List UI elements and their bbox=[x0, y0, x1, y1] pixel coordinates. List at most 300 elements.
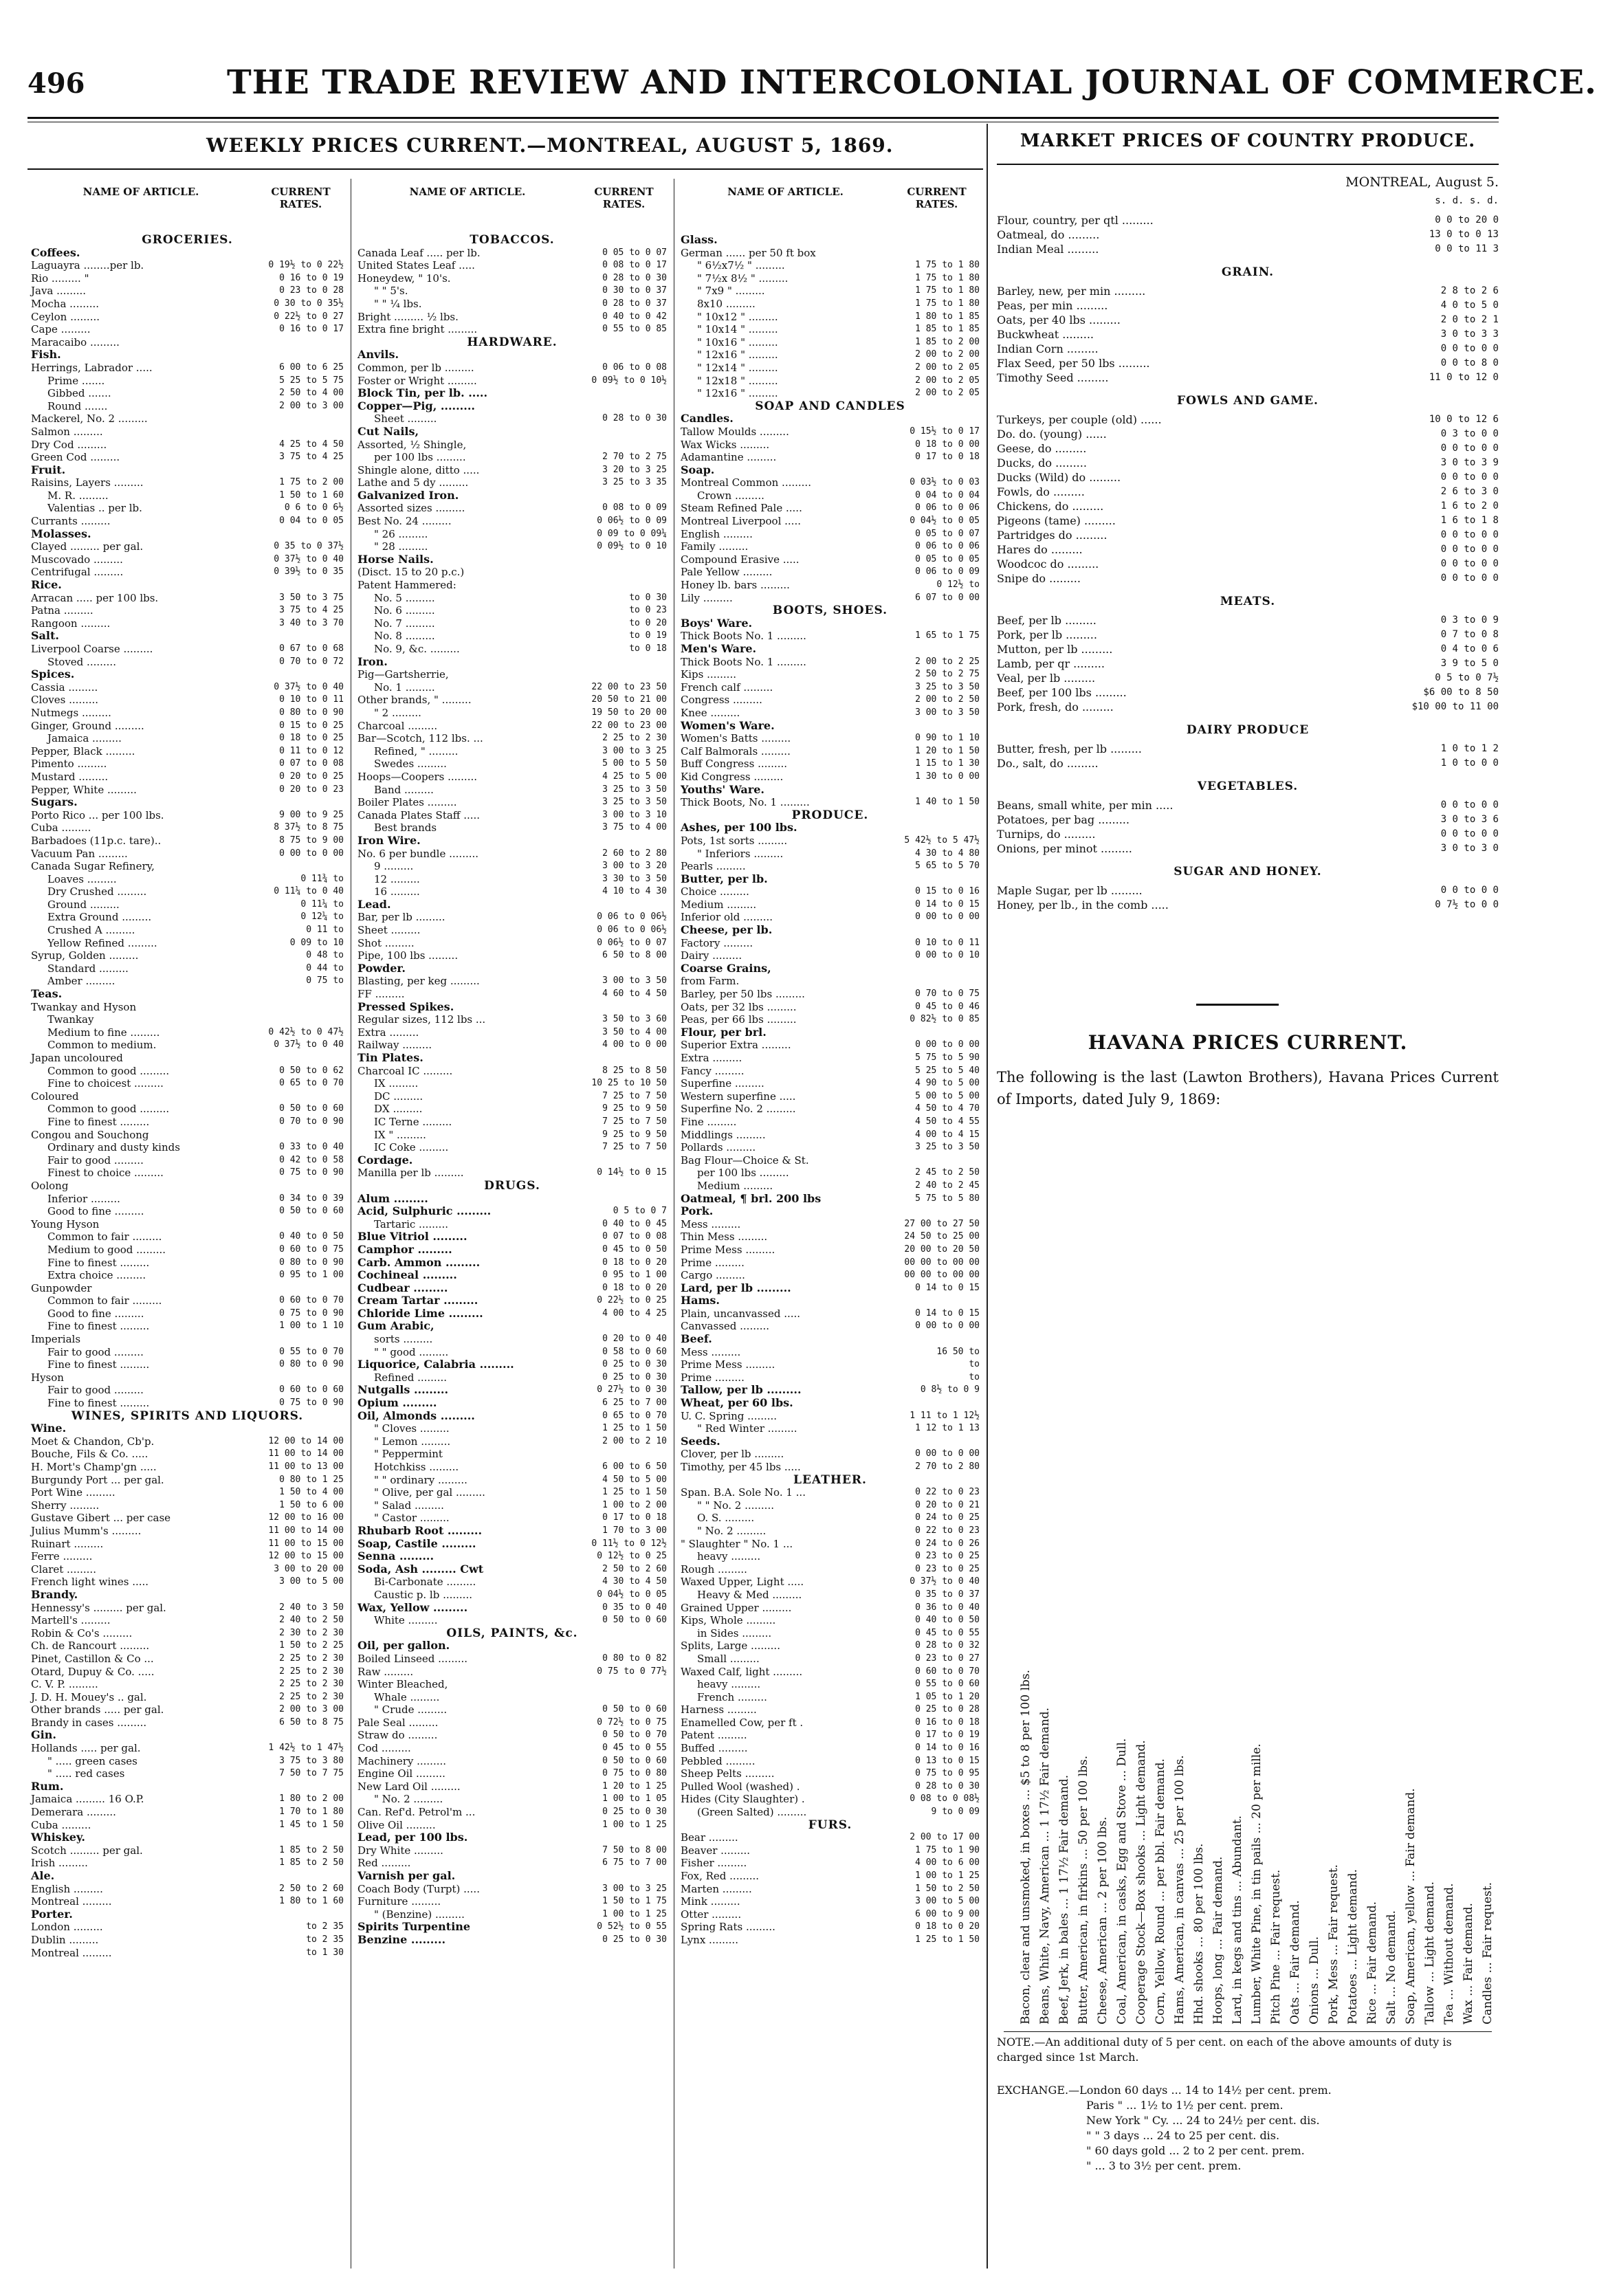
havana-column bbox=[1427, 1117, 1456, 2031]
current-rate: 8 37½ to 8 75 bbox=[274, 822, 344, 833]
price-row bbox=[357, 1001, 667, 1014]
price-row bbox=[31, 1435, 344, 1448]
current-rate: 6 50 to 8 75 bbox=[279, 1717, 344, 1727]
article-name: German ...... per 50 ft box bbox=[681, 246, 816, 259]
article-name: Boiler Plates ......... bbox=[357, 796, 457, 809]
article-name: " 7½x 8½ " ......... bbox=[697, 272, 789, 285]
current-rate: 0 80 to 0 90 bbox=[279, 1257, 344, 1268]
section-heading-label: LEATHER. bbox=[793, 1472, 867, 1487]
current-rate: 0 16 to 0 18 bbox=[915, 1717, 980, 1727]
price-row bbox=[357, 1895, 667, 1908]
current-rate: 3 40 to 3 70 bbox=[279, 617, 344, 628]
price-row bbox=[31, 1627, 344, 1640]
current-rate: 1 80 to 2 00 bbox=[279, 1793, 344, 1804]
article-name: Medium to fine ......... bbox=[47, 1026, 160, 1039]
article-name: Fine to finest ......... bbox=[47, 1397, 150, 1410]
price-row bbox=[31, 1422, 344, 1435]
article-name: Sherry ......... bbox=[31, 1499, 100, 1512]
article-name: Fine to finest ......... bbox=[47, 1256, 150, 1269]
current-rate: 0 11½ to 0 12½ bbox=[591, 1538, 667, 1549]
article-name: " 12x14 " ......... bbox=[697, 361, 778, 374]
article-name: IC Terne ......... bbox=[374, 1115, 452, 1128]
current-rate: 5 65 to 5 70 bbox=[915, 861, 980, 872]
current-rate: 0 39½ to 0 35 bbox=[274, 566, 344, 577]
current-rate: 0 30 to 0 37 bbox=[602, 285, 667, 296]
current-rate: 5 25 to 5 40 bbox=[915, 1065, 980, 1076]
article-name: Hollands ..... per gal. bbox=[31, 1742, 141, 1755]
market-price-row bbox=[997, 700, 1499, 714]
article-name: Hams. bbox=[681, 1294, 720, 1307]
price-row bbox=[681, 247, 980, 260]
current-rate: 0 36 to 0 40 bbox=[915, 1602, 980, 1613]
article-name: Fine to choicest ......... bbox=[47, 1077, 164, 1090]
price-row bbox=[357, 732, 667, 745]
current-rate: 0 25 to 0 30 bbox=[602, 1359, 667, 1370]
price-row bbox=[681, 1026, 980, 1039]
price-row bbox=[31, 771, 344, 784]
price-row bbox=[31, 1691, 344, 1704]
produce-name: Onions, per minot ......... bbox=[997, 842, 1132, 855]
price-row bbox=[31, 1282, 344, 1295]
article-name: Java ......... bbox=[31, 285, 87, 298]
article-name: Yellow Refined ......... bbox=[47, 936, 157, 949]
market-price-row bbox=[997, 528, 1499, 542]
current-rate: 3 00 to 20 00 bbox=[274, 1563, 344, 1574]
price-row bbox=[31, 323, 344, 336]
price-row bbox=[681, 860, 980, 873]
article-name: Pale Seal ......... bbox=[357, 1716, 439, 1729]
current-rate: 0 14 to 0 15 bbox=[915, 898, 980, 909]
price-row bbox=[31, 1230, 344, 1244]
current-rate: 0 09½ to 0 10½ bbox=[591, 375, 667, 386]
price-row bbox=[357, 1678, 667, 1691]
current-rate: 3 75 to 4 25 bbox=[279, 452, 344, 463]
price-row bbox=[357, 1729, 667, 1742]
price-row bbox=[681, 1422, 980, 1435]
article-name: French ......... bbox=[697, 1690, 767, 1703]
current-rate: 2 50 to 4 00 bbox=[279, 388, 344, 399]
current-rate: 2 40 to 2 45 bbox=[915, 1180, 980, 1191]
current-rate: 0 06 to 0 06 bbox=[915, 541, 980, 552]
havana-entry: Rice ... Fair demand. bbox=[1365, 1901, 1379, 2024]
havana-column bbox=[1369, 1117, 1398, 2031]
current-rate: 0 15½ to 0 17 bbox=[910, 426, 980, 437]
article-name: Rio ......... " bbox=[31, 272, 89, 285]
current-rate: 1 00 to 1 05 bbox=[602, 1793, 667, 1804]
produce-price: 3 0 to 3 3 bbox=[1440, 329, 1499, 340]
price-row bbox=[31, 298, 344, 311]
article-name: Imperials bbox=[31, 1333, 81, 1346]
current-rate: 0 25 to 0 30 bbox=[602, 1934, 667, 1945]
article-name: Barbadoes (11p.c. tare).. bbox=[31, 834, 162, 847]
price-row bbox=[31, 336, 344, 349]
article-name: Butter, per lb. bbox=[681, 872, 768, 885]
price-row bbox=[681, 1103, 980, 1116]
price-row bbox=[31, 1921, 344, 1934]
produce-name: Pork, fresh, do ......... bbox=[997, 700, 1114, 714]
price-row bbox=[31, 362, 344, 375]
price-row bbox=[31, 784, 344, 797]
section-heading-label: OILS, PAINTS, &c. bbox=[446, 1626, 578, 1640]
article-name: Machinery ......... bbox=[357, 1754, 447, 1767]
current-rate: 3 25 to 3 35 bbox=[602, 477, 667, 488]
produce-name: Oats, per 40 lbs ......... bbox=[997, 313, 1121, 327]
current-rate: 0 22 to 0 23 bbox=[915, 1487, 980, 1498]
current-rate: 1 75 to 1 90 bbox=[915, 1844, 980, 1855]
current-rate: 2 50 to 2 75 bbox=[915, 669, 980, 680]
havana-entry: Bacon, clear and unsmoked, in boxes ... $5 to 8 per 100 lbs. bbox=[1019, 1669, 1033, 2024]
article-name: Common to good ......... bbox=[47, 1103, 170, 1116]
article-name: Mustard ......... bbox=[31, 770, 109, 783]
current-rate: to 0 19 bbox=[629, 630, 667, 641]
price-row bbox=[357, 1103, 667, 1116]
article-name: " " ¼ lbs. bbox=[374, 297, 422, 310]
article-name: Cloves ......... bbox=[31, 694, 99, 707]
article-name: Block Tin, per lb. ..... bbox=[357, 386, 488, 400]
market-price-row bbox=[997, 798, 1499, 813]
article-name: Plain, uncanvassed ..... bbox=[681, 1307, 801, 1320]
article-name: Herrings, Labrador ..... bbox=[31, 361, 153, 374]
price-row bbox=[357, 1755, 667, 1768]
current-rate: 3 00 to 3 50 bbox=[915, 707, 980, 718]
article-name: Dry White ......... bbox=[357, 1844, 443, 1857]
article-name: Ashes, per 100 lbs. bbox=[681, 821, 797, 835]
article-name: Good to fine ......... bbox=[47, 1205, 144, 1218]
current-rate: 16 50 to bbox=[936, 1346, 980, 1357]
current-rate: 0 07 to 0 08 bbox=[602, 1231, 667, 1242]
price-row bbox=[681, 349, 980, 362]
havana-entry: Hoops, long ... Fair demand. bbox=[1211, 1856, 1225, 2024]
price-row bbox=[681, 1039, 980, 1052]
exchange-label: EXCHANGE.—London 60 days ... 14 to 14½ per cent. prem. bbox=[997, 2084, 1332, 2097]
current-rate: 1 85 to 2 00 bbox=[915, 336, 980, 347]
current-rate: to 0 18 bbox=[629, 643, 667, 654]
price-row bbox=[31, 311, 344, 324]
current-rate: 6 25 to 7 00 bbox=[602, 1398, 667, 1409]
price-row bbox=[681, 988, 980, 1001]
article-name: Prime Mess ......... bbox=[681, 1243, 775, 1256]
price-row bbox=[681, 1895, 980, 1908]
current-rate: 0 11 to 0 12 bbox=[279, 745, 344, 756]
price-row bbox=[31, 796, 344, 809]
current-rate: 1 75 to 1 80 bbox=[915, 260, 980, 271]
current-rate: 0 14 to 0 16 bbox=[915, 1743, 980, 1754]
article-name: Alum ......... bbox=[357, 1191, 428, 1205]
price-row bbox=[681, 924, 980, 937]
price-row bbox=[357, 681, 667, 694]
current-rate: 3 50 to 3 75 bbox=[279, 592, 344, 603]
article-name: from Farm. bbox=[681, 975, 740, 988]
article-name: Fish. bbox=[31, 348, 61, 362]
current-rate: 2 25 to 2 30 bbox=[279, 1653, 344, 1664]
current-rate: 7 25 to 7 50 bbox=[602, 1090, 667, 1101]
market-section-heading: FOWLS AND GAME. bbox=[1177, 394, 1319, 408]
article-name: No. 8 ......... bbox=[374, 630, 435, 643]
market-prices-panel bbox=[997, 131, 1499, 916]
article-name: Senna ......... bbox=[357, 1549, 434, 1563]
article-name: Peas, per 66 lbs ......... bbox=[681, 1013, 797, 1026]
article-name: Dairy ......... bbox=[681, 949, 742, 962]
current-rate: 0 11 to bbox=[306, 925, 344, 936]
article-name: Robin & Co's ......... bbox=[31, 1626, 133, 1640]
price-row bbox=[31, 617, 344, 630]
article-name: Straw do ......... bbox=[357, 1729, 438, 1742]
havana-column bbox=[1023, 1117, 1052, 2031]
article-name: No. 1 ......... bbox=[374, 681, 435, 694]
price-row bbox=[681, 439, 980, 452]
current-rate: 1 40 to 1 50 bbox=[915, 797, 980, 808]
price-row bbox=[357, 1230, 667, 1244]
price-row bbox=[357, 1691, 667, 1704]
article-name: Spring Rats ......... bbox=[681, 1921, 775, 1934]
current-rate: 3 25 to 3 50 bbox=[915, 681, 980, 692]
article-name: Cod ......... bbox=[357, 1742, 411, 1755]
article-name: " 6½x7½ " ......... bbox=[697, 259, 785, 272]
current-rate: 4 50 to 4 70 bbox=[915, 1103, 980, 1114]
article-name: Hoops—Coopers ......... bbox=[357, 770, 478, 783]
produce-price: 10 0 to 12 6 bbox=[1429, 414, 1499, 425]
price-row bbox=[681, 1934, 980, 1947]
price-row bbox=[31, 1397, 344, 1410]
price-row bbox=[31, 285, 344, 298]
havana-entry: Tallow ... Light demand. bbox=[1423, 1881, 1437, 2024]
article-name: Pepper, White ......... bbox=[31, 783, 137, 796]
market-price-row bbox=[997, 628, 1499, 642]
price-row bbox=[681, 1052, 980, 1065]
price-row bbox=[31, 1320, 344, 1333]
current-rate: 0 18 to 0 25 bbox=[279, 733, 344, 744]
current-rate: 1 00 to 1 25 bbox=[602, 1819, 667, 1830]
havana-column bbox=[1466, 1117, 1495, 2031]
price-row bbox=[681, 1461, 980, 1474]
article-name: Dublin ......... bbox=[31, 1933, 99, 1946]
price-row bbox=[31, 528, 344, 541]
article-name: Copper—Pig, ......... bbox=[357, 399, 475, 412]
havana-entry: Cheese, American ... 2 per 100 lbs. bbox=[1096, 1816, 1110, 2024]
article-name: Oatmeal, ¶ brl. 200 lbs bbox=[681, 1191, 822, 1205]
article-name: Olive Oil ......... bbox=[357, 1818, 436, 1831]
article-name: Fair to good ......... bbox=[47, 1153, 144, 1167]
price-row bbox=[681, 387, 980, 400]
article-name: " No. 2 ......... bbox=[374, 1793, 443, 1806]
price-row bbox=[357, 668, 667, 681]
price-row bbox=[357, 285, 667, 298]
havana-entry: Cooperage Stock—Box shooks ... Light demand. bbox=[1134, 1740, 1148, 2024]
price-row bbox=[357, 1844, 667, 1857]
current-rate: 1 00 to 2 00 bbox=[602, 1499, 667, 1510]
article-name: O. S. ......... bbox=[697, 1512, 755, 1525]
current-rate: 4 90 to 5 00 bbox=[915, 1078, 980, 1089]
price-row bbox=[31, 272, 344, 285]
price-row bbox=[357, 1154, 667, 1167]
current-rate: 3 50 to 3 60 bbox=[602, 1014, 667, 1025]
price-row bbox=[31, 387, 344, 400]
article-name: per 100 lbs ......... bbox=[697, 1167, 789, 1180]
price-row bbox=[357, 1333, 667, 1346]
article-name: Montreal ......... bbox=[31, 1895, 112, 1908]
market-price-row bbox=[997, 756, 1499, 771]
current-rate: 1 11 to 1 12½ bbox=[910, 1410, 980, 1421]
price-row bbox=[681, 528, 980, 541]
article-name: 16 ......... bbox=[374, 885, 420, 898]
article-name: 12 ......... bbox=[374, 872, 420, 885]
current-rate: 2 00 to 2 25 bbox=[915, 656, 980, 667]
price-row bbox=[31, 1742, 344, 1755]
market-price-row bbox=[997, 242, 1499, 256]
price-row bbox=[31, 694, 344, 707]
price-row bbox=[357, 937, 667, 950]
price-row bbox=[31, 1193, 344, 1206]
current-rate: 10 25 to 10 50 bbox=[591, 1078, 667, 1089]
article-name: Women's Ware. bbox=[681, 718, 775, 732]
article-name: Regular sizes, 112 lbs ... bbox=[357, 1013, 486, 1026]
article-name: Ale. bbox=[31, 1869, 55, 1882]
havana-entry: Salt ... No demand. bbox=[1385, 1910, 1398, 2024]
price-row bbox=[681, 412, 980, 426]
article-name: No. 7 ......... bbox=[374, 617, 435, 630]
produce-name: Honey, per lb., in the comb ..... bbox=[997, 898, 1169, 912]
section-heading-label: SOAP AND CANDLES bbox=[755, 399, 905, 413]
article-name: Cut Nails, bbox=[357, 424, 419, 438]
article-name: Common to fair ......... bbox=[47, 1294, 162, 1307]
current-rate: 3 50 to 4 00 bbox=[602, 1026, 667, 1037]
article-name: Common to medium. bbox=[47, 1039, 157, 1052]
price-row bbox=[31, 1384, 344, 1397]
current-rate: 0 33 to 0 40 bbox=[279, 1142, 344, 1153]
market-price-row bbox=[997, 841, 1499, 856]
article-name: Powder. bbox=[357, 961, 406, 975]
article-name: Splits, Large ......... bbox=[681, 1640, 780, 1653]
article-name: Rhubarb Root ......... bbox=[357, 1523, 483, 1537]
article-name: Coffees. bbox=[31, 245, 80, 259]
article-name: Cudbear ......... bbox=[357, 1281, 448, 1294]
price-row bbox=[31, 1077, 344, 1090]
price-row bbox=[357, 1538, 667, 1551]
market-price-row bbox=[997, 327, 1499, 342]
article-name: Buffed ......... bbox=[681, 1742, 748, 1755]
section-heading bbox=[31, 234, 344, 247]
price-row bbox=[357, 1512, 667, 1525]
article-name: Hotchkiss ......... bbox=[374, 1461, 459, 1473]
article-name: Congress ......... bbox=[681, 694, 762, 707]
produce-name: Geese, do ......... bbox=[997, 442, 1087, 455]
price-row bbox=[357, 962, 667, 975]
price-row bbox=[31, 1780, 344, 1793]
produce-name: Potatoes, per bag ......... bbox=[997, 813, 1130, 826]
article-name: Ferre ......... bbox=[31, 1550, 93, 1563]
price-row bbox=[357, 1397, 667, 1410]
price-row bbox=[357, 375, 667, 388]
price-row bbox=[681, 579, 980, 592]
price-row bbox=[357, 835, 667, 848]
current-rate: 0 52½ to 0 55 bbox=[597, 1921, 667, 1932]
current-rate: 0 50 to 0 60 bbox=[279, 1103, 344, 1114]
current-rate: 0 28 to 0 37 bbox=[602, 298, 667, 309]
article-name: Crown ......... bbox=[697, 489, 764, 502]
article-name: Brandy. bbox=[31, 1587, 78, 1601]
price-row bbox=[681, 272, 980, 285]
article-name: Lily ......... bbox=[681, 591, 733, 604]
market-section-heading: GRAIN. bbox=[1221, 265, 1275, 279]
article-name: Standard ......... bbox=[47, 962, 129, 975]
article-name: Red ......... bbox=[357, 1857, 411, 1870]
article-name: " (Benzine) ......... bbox=[374, 1908, 465, 1921]
price-row bbox=[681, 1384, 980, 1397]
price-row bbox=[31, 489, 344, 503]
article-name: Cordage. bbox=[357, 1153, 413, 1167]
price-row bbox=[681, 949, 980, 962]
price-row bbox=[681, 1883, 980, 1896]
produce-price: 1 0 to 0 0 bbox=[1440, 758, 1499, 769]
article-name: Horse Nails. bbox=[357, 552, 434, 566]
market-place-date: MONTREAL, August 5. bbox=[1345, 175, 1499, 190]
current-rate: 2 70 to 2 75 bbox=[602, 452, 667, 463]
current-rate: 1 15 to 1 30 bbox=[915, 758, 980, 769]
price-row bbox=[357, 1767, 667, 1780]
current-rate: 1 50 to 1 60 bbox=[279, 489, 344, 500]
article-name: " 12x16 " ......... bbox=[697, 349, 778, 362]
produce-price: $10 00 to 11 00 bbox=[1411, 701, 1499, 712]
produce-price: $6 00 to 8 50 bbox=[1423, 687, 1499, 698]
weekly-rows bbox=[31, 234, 344, 1959]
price-row bbox=[31, 1589, 344, 1602]
article-name: Wheat, per 60 lbs. bbox=[681, 1396, 793, 1410]
current-rate: 0 06 to 0 08 bbox=[602, 362, 667, 373]
article-name: Anvils. bbox=[357, 348, 399, 362]
price-row bbox=[357, 1052, 667, 1065]
current-rate: 0 23 to 0 28 bbox=[279, 285, 344, 296]
price-row bbox=[357, 298, 667, 311]
current-rate: 0 22½ to 0 25 bbox=[597, 1295, 667, 1306]
current-rate: 0 09 to 0 09¼ bbox=[597, 528, 667, 539]
price-row bbox=[31, 1448, 344, 1461]
article-name: Soap, Castile ......... bbox=[357, 1536, 476, 1550]
article-name: Factory ......... bbox=[681, 936, 753, 949]
price-row bbox=[31, 848, 344, 861]
current-rate: 1 50 to 4 00 bbox=[279, 1487, 344, 1498]
produce-price: 3 9 to 5 0 bbox=[1440, 658, 1499, 669]
article-name: Rum. bbox=[31, 1779, 64, 1793]
current-rate: 2 00 to 2 05 bbox=[915, 362, 980, 373]
current-rate: 0 04 to 0 05 bbox=[279, 516, 344, 527]
price-row bbox=[357, 924, 667, 937]
current-rate: 27 00 to 27 50 bbox=[904, 1218, 980, 1229]
market-sections bbox=[997, 209, 1499, 916]
havana-column bbox=[1446, 1117, 1475, 2031]
produce-name: Ducks, do ......... bbox=[997, 456, 1087, 470]
article-name: Foster or Wright ......... bbox=[357, 374, 477, 387]
current-rate: 0 17 to 0 18 bbox=[915, 452, 980, 463]
current-rate: 0 75 to bbox=[306, 975, 344, 986]
article-name: Assorted sizes ......... bbox=[357, 502, 465, 515]
price-row bbox=[357, 1039, 667, 1052]
article-name: Steam Refined Pale ..... bbox=[681, 502, 802, 515]
article-name: " Lemon ......... bbox=[374, 1435, 451, 1448]
price-row bbox=[357, 1640, 667, 1653]
current-rate: 9 25 to 9 50 bbox=[602, 1103, 667, 1114]
current-rate: 0 35 to 0 37 bbox=[915, 1589, 980, 1600]
havana-entry: Soap, American, yellow ... Fair demand. bbox=[1404, 1788, 1418, 2024]
havana-rotated-table bbox=[1004, 1117, 1495, 2031]
article-name: Crushed A ......... bbox=[47, 924, 135, 937]
current-rate: 0 07 to 0 08 bbox=[279, 758, 344, 769]
market-units: s. d. s. d. bbox=[1435, 195, 1499, 206]
price-row bbox=[681, 1525, 980, 1538]
article-name: Furniture ......... bbox=[357, 1895, 441, 1908]
price-row bbox=[357, 592, 667, 605]
price-row bbox=[681, 1780, 980, 1793]
current-rate: 4 00 to 0 00 bbox=[602, 1039, 667, 1050]
